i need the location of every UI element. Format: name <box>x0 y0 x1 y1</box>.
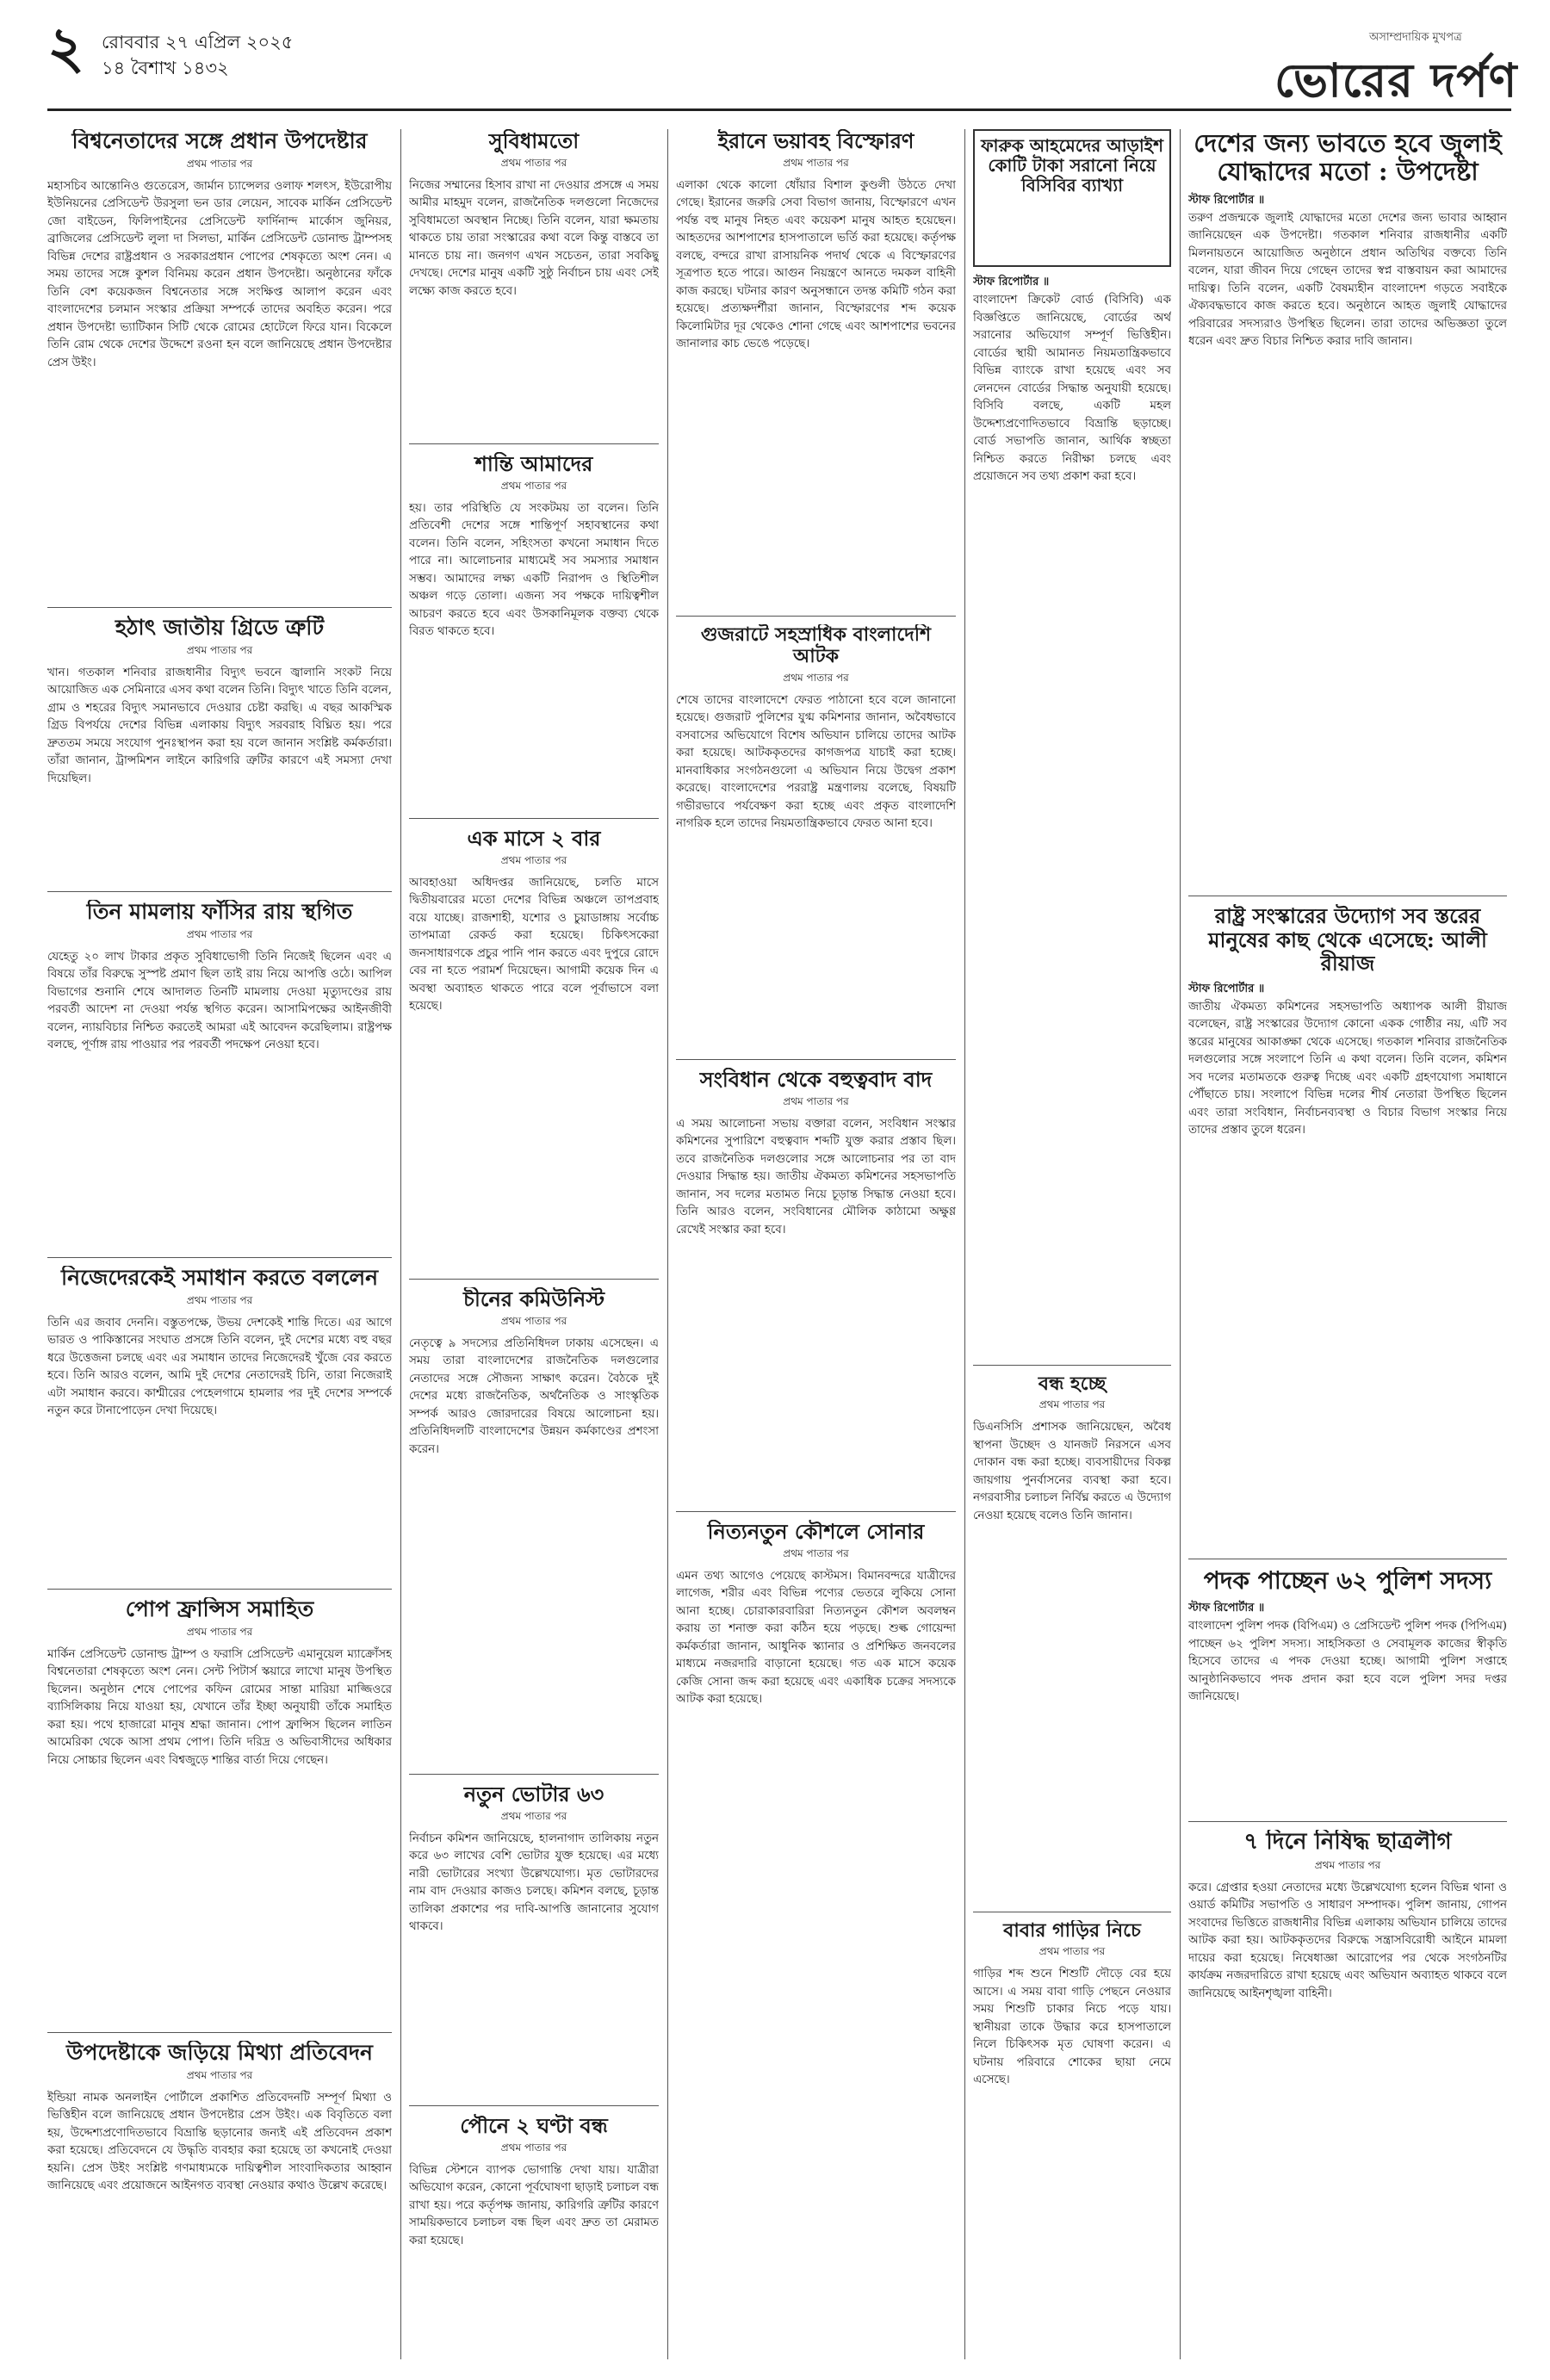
article-body: তরুণ প্রজন্মকে জুলাই যোদ্ধাদের মতো দেশের জন্য ভাবার আহ্বান জানিয়েছেন এক উপদেষ্টা। গতকাল শনিবার রাজধানীর একটি মিলনায়তনে আয়োজিত অনুষ্ঠানে প্রধান অতিথির বক্তব্যে তিনি বলেন, যারা জীবন দিয়ে গেছেন তাদের স্বপ্ন বাস্তবায়ন করা আমাদের দায়িত্ব। তিনি বলেন, একটি বৈষম্যহীন বাংলাদেশ গড়তে সবাইকে ঐক্যবদ্ধভাবে কাজ করতে হবে। অনুষ্ঠানে আহত জুলাই যোদ্ধাদের পরিবারের সদস্যরাও উপস্থিত ছিলেন। তারা তাদের অভিজ্ঞতা তুলে ধরেন এবং দ্রুত বিচার নিশ্চিত করার দাবি জানান। <box>1188 211 1507 349</box>
article-body: গাড়ির শব্দ শুনে শিশুটি দৌড়ে বের হয়ে আসে। এ সময় বাবা গাড়ি পেছনে নেওয়ার সময় শিশুটি চাকার নিচে পড়ে যায়। স্থানীয়রা তাকে উদ্ধার করে হাসপাতালে নিলে চিকিৎসক মৃত ঘোষণা করেন। এ ঘটনায় পরিবারে শোকের ছায়া নেমে এসেছে। <box>973 1968 1171 2087</box>
continued-label: প্রথম পাতার পর <box>500 479 567 492</box>
article-body: এমন তথ্য আগেও পেয়েছে কাস্টমস। বিমানবন্দরে যাত্রীদের লাগেজ, শরীর এবং বিভিন্ন পণ্যের ভেতরে লুকিয়ে সোনা আনা হচ্ছে। চোরাকারবারিরা নিত্যনতুন কৌশল অবলম্বন করায় তা শনাক্ত করা কঠিন হয়ে পড়ছে। শুল্ক গোয়েন্দা কর্মকর্তারা জানান, আধুনিক স্ক্যানার ও প্রশিক্ষিত জনবলের মাধ্যমে নজরদারি বাড়ানো হয়েছে। গত এক মাসে কয়েক কেজি সোনা জব্দ করা হয়েছে এবং একাধিক চক্রের সদস্যকে আটক করা হয়েছে। <box>676 1569 956 1707</box>
continued-label: প্রথম পাতার পর <box>186 2068 253 2081</box>
article-iran <box>676 129 956 611</box>
headline: তিন মামলায় ফাঁসির রায় স্থগিত <box>86 900 353 924</box>
article-father <box>973 1920 1171 2359</box>
headline: উপদেষ্টাকে জড়িয়ে মিথ্যা প্রতিবেদন <box>66 2041 373 2065</box>
continued-label: প্রথম পাতার পর <box>500 1809 567 1822</box>
article-body: ডিএনসিসি প্রশাসক জানিয়েছেন, অবৈধ স্থাপনা উচ্ছেদ ও যানজট নিরসনে এসব দোকান বন্ধ করা হচ্ছে। ব্যবসায়ীদের বিকল্প জায়গায় পুনর্বাসনের ব্যবস্থা করা হবে। নগরবাসীর চলাচল নির্বিঘ্ন করতে এ উদ্যোগ নেওয়া হয়েছে বলেও তিনি জানান। <box>973 1421 1171 1522</box>
continued-label: প্রথম পাতার পর <box>500 156 567 169</box>
article-verdict <box>47 900 392 1253</box>
article-faruque <box>973 274 1171 1359</box>
page-header <box>0 0 1550 110</box>
article-body: বাংলাদেশ পুলিশ পদক (বিপিএম) ও প্রেসিডেন্ট পুলিশ পদক (পিপিএম) পাচ্ছেন ৬২ পুলিশ সদস্য। সাহসিকতা ও সেবামূলক কাজের স্বীকৃতি হিসেবে তাদের এ পদক দেওয়া হচ্ছে। আগামী পুলিশ সপ্তাহে আনুষ্ঠানিকভাবে পদক প্রদান করা হবে বলে পুলিশ সদর দপ্তর জানিয়েছে। <box>1188 1620 1507 1704</box>
article-body: বাংলাদেশ ক্রিকেট বোর্ড (বিসিবি) এক বিজ্ঞপ্তিতে জানিয়েছে, বোর্ডের অর্থ সরানোর অভিযোগ সম্পূর্ণ ভিত্তিহীন। বোর্ডের স্থায়ী আমানত নিয়মতান্ত্রিকভাবে বিভিন্ন ব্যাংকে রাখা হয়েছে এবং সব লেনদেন বোর্ডের সিদ্ধান্ত অনুযায়ী হয়েছে। বিসিবি বলছে, একটি মহল উদ্দেশ্যপ্রণোদিতভাবে বিভ্রান্তি ছড়াচ্ছে। বোর্ড সভাপতি জানান, আর্থিক স্বচ্ছতা নিশ্চিত করতে নিরীক্ষা চলছে এবং প্রয়োজনে সব তথ্য প্রকাশ করা হবে। <box>973 294 1171 483</box>
header-divider <box>47 108 1511 111</box>
article-pope-pm <box>47 129 392 603</box>
article-pope-burial <box>47 1597 392 2028</box>
headline: ইরানে ভয়াবহ বিস্ফোরণ <box>717 129 914 153</box>
headline: শান্তি আমাদের <box>474 452 593 476</box>
continued-label: প্রথম পাতার পর <box>186 157 253 170</box>
article-faruque-headline-box <box>973 129 1171 267</box>
byline: স্টাফ রিপোর্টার ॥ <box>1188 1602 1265 1615</box>
article-solve <box>47 1266 392 1584</box>
byline: স্টাফ রিপোর্টার ॥ <box>1188 982 1265 995</box>
headline: পদক পাচ্ছেন ৬২ পুলিশ সদস্য <box>1203 1567 1492 1595</box>
article-chhatra <box>1188 1830 1507 2359</box>
continued-label: প্রথম পাতার পর <box>1038 1398 1106 1411</box>
gregorian-date: রোববার ২৭ এপ্রিল ২০২৫ <box>102 32 294 53</box>
continued-label: প্রথম পাতার পর <box>500 2141 567 2154</box>
article-constitution <box>676 1068 956 1507</box>
continued-label: প্রথম পাতার পর <box>186 643 253 656</box>
newspaper-logo: ভোরের দর্পণ <box>1274 53 1518 108</box>
headline: এক মাসে ২ বার <box>467 827 601 851</box>
article-body: করে। গ্রেপ্তার হওয়া নেতাদের মধ্যে উল্লেখযোগ্য হলেন বিভিন্ন থানা ও ওয়ার্ড কমিটির সভাপতি ও সাধারণ সম্পাদক। পুলিশ জানায়, গোপন সংবাদের ভিত্তিতে রাজধানীর বিভিন্ন এলাকায় অভিযান চালিয়ে তাদের আটক করা হয়। আটককৃতদের বিরুদ্ধে সন্ত্রাসবিরোধী আইনে মামলা দায়ের করা হয়েছে। নিষেধাজ্ঞা আরোপের পর থেকে সংগঠনটির কার্যক্রম নজরদারিতে রাখা হয়েছে এবং অভিযান অব্যাহত থাকবে বলে জানিয়েছে আইনশৃঙ্খলা বাহিনী। <box>1188 1881 1507 2000</box>
continued-label: প্রথম পাতার পর <box>783 156 849 169</box>
byline: স্টাফ রিপোর্টার ॥ <box>1188 193 1265 207</box>
headline: সুবিধামতো <box>488 129 580 153</box>
article-peace <box>409 452 659 814</box>
continued-label: প্রথম পাতার পর <box>186 927 253 940</box>
headline: রাষ্ট্র সংস্কারের উদ্যোগ সব স্তরের মানুষের কাছ থেকে এসেছে: আলী রীয়াজ <box>1208 904 1487 976</box>
logo-tagline: অসাম্প্রদায়িক মুখপত্র <box>1369 31 1462 44</box>
article-body: নির্বাচন কমিশন জানিয়েছে, হালনাগাদ তালিকায় নতুন করে ৬৩ লাখের বেশি ভোটার যুক্ত হয়েছে। এর মধ্যে নারী ভোটারের সংখ্যা উল্লেখযোগ্য। মৃত ভোটারদের নাম বাদ দেওয়ার কাজও চলছে। কমিশন বলছে, চূড়ান্ত তালিকা প্রকাশের পর দাবি-আপত্তি জানানোর সুযোগ থাকবে। <box>409 1831 659 1934</box>
headline: বিশ্বনেতাদের সঙ্গে প্রধান উপদেষ্টার <box>71 129 368 153</box>
continued-label: প্রথম পাতার পর <box>500 853 567 866</box>
article-body: আবহাওয়া অধিদপ্তর জানিয়েছে, চলতি মাসে দ্বিতীয়বারের মতো দেশের বিভিন্ন অঞ্চলে তাপপ্রবাহ বয়ে যাচ্ছে। রাজশাহী, যশোর ও চুয়াডাঙ্গায় সর্বোচ্চ তাপমাত্রা রেকর্ড করা হয়েছে। চিকিৎসকেরা জনসাধারণকে প্রচুর পানি পান করতে এবং দুপুরে রোদে বের না হতে পরামর্শ দিয়েছেন। আগামী কয়েক দিন এ অবস্থা অব্যাহত থাকতে পারে বলে পূর্বাভাসে বলা হয়েছে। <box>409 876 659 1013</box>
article-body: যেহেতু ২০ লাখ টাকার প্রকৃত সুবিধাভোগী তিনি নিজেই ছিলেন এবং এ বিষয়ে তাঁর বিরুদ্ধে সুস্পষ্ট প্রমাণ ছিল তাই রায় নিয়ে আপত্তি ওঠে। আপিল বিভাগের শুনানি শেষে আদালত তিনটি মামলায় দেওয়া মৃত্যুদণ্ডের রায় পরবর্তী আদেশ না দেওয়া পর্যন্ত স্থগিত করেন। আসামিপক্ষের আইনজীবী বলেন, ন্যায়বিচার নিশ্চিত করতেই আমরা এই আবেদন করেছিলাম। রাষ্ট্রপক্ষ বলছে, পূর্ণাঙ্গ রায় পাওয়ার পর পরবর্তী পদক্ষেপ নেওয়া হবে। <box>47 950 392 1052</box>
headline: নিত্যনতুন কৌশলে সোনার <box>707 1520 925 1544</box>
article-gold <box>676 1520 956 2359</box>
article-shutdown <box>409 2114 659 2359</box>
continued-label: প্রথম পাতার পর <box>186 1625 253 1638</box>
continued-label: প্রথম পাতার পর <box>500 1314 567 1327</box>
continued-label: প্রথম পাতার পর <box>783 671 849 684</box>
article-body: নিজের সম্মানের হিসাব রাখা না দেওয়ার প্রসঙ্গে এ সময় আমীর মাহমুদ বলেন, রাজনৈতিক দলগুলো নিজেদের সুবিধামতো অবস্থান নিচ্ছে। তিনি বলেন, যারা ক্ষমতায় থাকতে চায় তারা সংস্কারের কথা বলে কিন্তু বাস্তবে তা মানতে চায় না। জনগণ এখন সচেতন, তারা সবকিছু দেখছে। দেশের মানুষ একটি সুষ্ঠু নির্বাচন চায় এবং সেই লক্ষ্যে কাজ করতে হবে। <box>409 178 659 298</box>
article-body: এ সময় আলোচনা সভায় বক্তারা বলেন, সংবিধান সংস্কার কমিশনের সুপারিশে বহুত্ববাদ শব্দটি যুক্ত করার প্রস্তাব ছিল। তবে রাজনৈতিক দলগুলোর সঙ্গে আলোচনার পর তা বাদ দেওয়ার সিদ্ধান্ত হয়। জাতীয় ঐকমত্য কমিশনের সহসভাপতি জানান, সব দলের মতামত নিয়ে চূড়ান্ত সিদ্ধান্ত নেওয়া হবে। তিনি আরও বলেন, সংবিধানের মৌলিক কাঠামো অক্ষুণ্ণ রেখেই সংস্কার করা হবে। <box>676 1117 956 1236</box>
headline: গুজরাটে সহস্রাধিক বাংলাদেশি আটক <box>700 624 932 668</box>
continued-label: প্রথম পাতার পর <box>783 1094 849 1107</box>
article-body: মার্কিন প্রেসিডেন্ট ডোনাল্ড ট্রাম্প ও ফরাসি প্রেসিডেন্ট এমানুয়েল ম্যাক্রোঁসহ বিশ্বনেতারা শেষকৃত্যে অংশ নেন। সেন্ট পিটার্স স্কয়ারে লাখো মানুষ উপস্থিত ছিলেন। অনুষ্ঠান শেষে পোপের কফিন রোমের সান্তা মারিয়া মাজ্জিওরে ব্যাসিলিকায় নিয়ে যাওয়া হয়, যেখানে তাঁর ইচ্ছা অনুযায়ী তাঁকে সমাহিত করা হয়। পথে হাজারো মানুষ শ্রদ্ধা জানান। পোপ ফ্রান্সিস ছিলেন লাতিন আমেরিকা থেকে আসা প্রথম পোপ। তিনি দরিদ্র ও অভিবাসীদের অধিকার নিয়ে সোচ্চার ছিলেন এবং বিশ্বজুড়ে শান্তির বার্তা দিয়ে গেছেন। <box>47 1647 392 1767</box>
article-body: শেষে তাদের বাংলাদেশে ফেরত পাঠানো হবে বলে জানানো হয়েছে। গুজরাট পুলিশের যুগ্ম কমিশনার জানান, অবৈধভাবে বসবাসের অভিযোগে বিশেষ অভিযান চালিয়ে তাদের আটক করা হয়েছে। আটককৃতদের কাগজপত্র যাচাই করা হচ্ছে। মানবাধিকার সংগঠনগুলো এ অভিযান নিয়ে উদ্বেগ প্রকাশ করেছে। বাংলাদেশের পররাষ্ট্র মন্ত্রণালয় বলেছে, বিষয়টি গভীরভাবে পর্যবেক্ষণ করা হচ্ছে এবং প্রকৃত বাংলাদেশি নাগরিক হলে তাদের নিয়মতান্ত্রিকভাবে ফেরত আনা হবে। <box>676 693 956 831</box>
article-july <box>1188 129 1507 891</box>
article-opportunist <box>409 129 659 439</box>
article-body: মহাসচিব আন্তোনিও গুতেরেস, জার্মান চ্যান্সেলর ওলাফ শলৎস, ইউরোপীয় ইউনিয়নের প্রেসিডেন্ট উরসুলা ভন ডার লেয়েন, সাবেক মার্কিন প্রেসিডেন্ট জো বাইডেন, ফিলিপাইনের প্রেসিডেন্ট ফার্দিনান্দ মার্কোস জুনিয়র, ব্রাজিলের প্রেসিডেন্ট লুলা দা সিলভা, মার্কিন প্রেসিডেন্ট ডোনাল্ড ট্রাম্পসহ বিভিন্ন দেশের রাষ্ট্রপ্রধান ও সরকারপ্রধান পোপের শেষকৃত্যে অংশ নেন। এ সময় তাদের সঙ্গে কুশল বিনিময় করেন প্রধান উপদেষ্টা। অনুষ্ঠানের ফাঁকে তিনি বেশ কয়েকজন বিশ্বনেতার সঙ্গে সংক্ষিপ্ত আলাপ করেন এবং বাংলাদেশের চলমান সংস্কার প্রক্রিয়া সম্পর্কে তাদের অবহিত করেন। পরে প্রধান উপদেষ্টা ভ্যাটিকান সিটি থেকে রোমের হোটেলে ফিরে যান। বিকেলে তিনি রোম থেকে দেশের উদ্দেশে রওনা হন বলে জানিয়েছে প্রধান উপদেষ্টার প্রেস উইং। <box>47 179 392 369</box>
article-reform <box>1188 904 1507 1554</box>
headline: ৭ দিনে নিষিদ্ধ ছাত্রলীগ <box>1243 1830 1452 1855</box>
article-twice <box>409 827 659 1274</box>
article-grid <box>47 616 392 887</box>
article-voters <box>409 1782 659 2101</box>
continued-label: প্রথম পাতার পর <box>783 1546 849 1559</box>
continued-label: প্রথম পাতার পর <box>1038 1945 1106 1958</box>
headline: দেশের জন্য ভাবতে হবে জুলাই যোদ্ধাদের মতো : উপদেষ্টা <box>1194 129 1502 187</box>
bangla-date: ১৪ বৈশাখ ১৪৩২ <box>102 58 229 78</box>
article-body: জাতীয় ঐকমত্য কমিশনের সহসভাপতি অধ্যাপক আলী রীয়াজ বলেছেন, রাষ্ট্র সংস্কারের উদ্যোগ কোনো একক গোষ্ঠীর নয়, এটি সব স্তরের মানুষের আকাঙ্ক্ষা থেকে এসেছে। গতকাল শনিবার রাজনৈতিক দলগুলোর সঙ্গে সংলাপে তিনি এ কথা বলেন। তিনি বলেন, কমিশন সব দলের মতামতকে গুরুত্ব দিচ্ছে এবং একটি গ্রহণযোগ্য সমাধানে পৌঁছাতে চায়। সংলাপে বিভিন্ন দলের শীর্ষ নেতারা উপস্থিত ছিলেন এবং তারা সংবিধান, নির্বাচনব্যবস্থা ও বিচার বিভাগ সংস্কার নিয়ে তাদের প্রস্তাব তুলে ধরেন। <box>1188 1000 1507 1137</box>
article-false-report <box>47 2041 392 2359</box>
headline: বন্ধ হচ্ছে <box>1038 1373 1107 1395</box>
byline: স্টাফ রিপোর্টার ॥ <box>973 276 1050 288</box>
headline: নতুন ভোটার ৬৩ <box>463 1782 604 1807</box>
article-body: তিনি এর জবাব দেননি। বস্তুতপক্ষে, উভয় দেশকেই শান্তি দিতে। এর আগে ভারত ও পাকিস্তানের সংঘাত প্রসঙ্গে তিনি বলেন, দুই দেশের মধ্যে বহু বছর ধরে উত্তেজনা চলছে এবং এর সমাধান তাদের নিজেদেরই খুঁজে বের করতে হবে। তিনি আরও বলেন, আমি দুই দেশের নেতাদেরই চিনি, তারা নিজেরাই এটা সমাধান করবে। কাশ্মীরের পেহেলগামে হামলার পর দুই দেশের সম্পর্কে নতুন করে টানাপোড়েন দেখা দিয়েছে। <box>47 1316 392 1418</box>
article-medal <box>1188 1567 1507 1817</box>
article-gujarat <box>676 624 956 1055</box>
page-number: ২ <box>47 14 84 81</box>
date-line <box>102 29 293 81</box>
article-body: বিভিন্ন স্টেশনে ব্যাপক ভোগান্তি দেখা যায়। যাত্রীরা অভিযোগ করেন, কোনো পূর্বঘোষণা ছাড়াই চলাচল বন্ধ রাখা হয়। পরে কর্তৃপক্ষ জানায়, কারিগরি ত্রুটির কারণে সাময়িকভাবে চলাচল বন্ধ ছিল এবং দ্রুত তা মেরামত করা হয়েছে। <box>409 2163 659 2247</box>
headline: সংবিধান থেকে বহুত্ববাদ বাদ <box>699 1068 933 1092</box>
headline: নিজেদেরকেই সমাধান করতে বললেন <box>60 1266 379 1290</box>
article-closed <box>973 1373 1171 1907</box>
continued-label: প্রথম পাতার পর <box>186 1293 253 1306</box>
article-body: ইন্ডিয়া নামক অনলাইন পোর্টালে প্রকাশিত প্রতিবেদনটি সম্পূর্ণ মিথ্যা ও ভিত্তিহীন বলে জানিয়েছে প্রধান উপদেষ্টার প্রেস উইং। এক বিবৃতিতে বলা হয়, উদ্দেশ্যপ্রণোদিতভাবে বিভ্রান্তি ছড়ানোর জন্যই এই প্রতিবেদন প্রকাশ করা হয়েছে। প্রতিবেদনে যে উদ্ধৃতি ব্যবহার করা হয়েছে তা কখনোই দেওয়া হয়নি। প্রেস উইং সংশ্লিষ্ট গণমাধ্যমকে দায়িত্বশীল সাংবাদিকতার আহ্বান জানিয়েছে এবং প্রয়োজনে আইনগত ব্যবস্থা নেওয়ার কথাও উল্লেখ করেছে। <box>47 2091 392 2193</box>
headline: চীনের কমিউনিস্ট <box>463 1287 604 1311</box>
article-body: হয়। তার পরিস্থিতি যে সংকটময় তা বলেন। তিনি প্রতিবেশী দেশের সঙ্গে শান্তিপূর্ণ সহাবস্থানের কথা বলেন। তিনি বলেন, সহিংসতা কখনো সমাধান দিতে পারে না। আলোচনার মাধ্যমেই সব সমস্যার সমাধান সম্ভব। আমাদের লক্ষ্য একটি নিরাপদ ও স্থিতিশীল অঞ্চল গড়ে তোলা। এজন্য সব পক্ষকে দায়িত্বশীল আচরণ করতে হবে এবং উসকানিমূলক বক্তব্য থেকে বিরত থাকতে হবে। <box>409 501 659 639</box>
headline: পৌনে ২ ঘণ্টা বন্ধ <box>460 2114 608 2138</box>
article-body: নেতৃত্বে ৯ সদস্যের প্রতিনিধিদল ঢাকায় এসেছেন। এ সময় তারা বাংলাদেশের রাজনৈতিক দলগুলোর নেতাদের সঙ্গে সৌজন্য সাক্ষাৎ করেন। বৈঠকে দুই দেশের মধ্যে রাজনৈতিক, অর্থনৈতিক ও সাংস্কৃতিক সম্পর্ক আরও জোরদারের বিষয়ে আলোচনা হয়। প্রতিনিধিদলটি বাংলাদেশের উন্নয়ন কর্মকাণ্ডের প্রশংসা করেন। <box>409 1336 659 1456</box>
article-body: এলাকা থেকে কালো ধোঁয়ার বিশাল কুণ্ডলী উঠতে দেখা গেছে। ইরানের জরুরি সেবা বিভাগ জানায়, বিস্ফোরণে এখন পর্যন্ত বহু মানুষ নিহত এবং কয়েকশ মানুষ আহত হয়েছেন। আহতদের আশপাশের হাসপাতালে ভর্তি করা হয়েছে। কর্তৃপক্ষ বলছে, বন্দরে রাখা রাসায়নিক পদার্থ থেকে এ বিস্ফোরণের সূত্রপাত হতে পারে। আগুন নিয়ন্ত্রণে আনতে দমকল বাহিনী কাজ করছে। ঘটনার কারণ অনুসন্ধানে তদন্ত কমিটি গঠন করা হয়েছে। প্রত্যক্ষদর্শীরা জানান, বিস্ফোরণের শব্দ কয়েক কিলোমিটার দূর থেকেও শোনা গেছে এবং আশপাশের ভবনের জানালার কাচ ভেঙে পড়েছে। <box>676 178 956 351</box>
headline: পোপ ফ্রান্সিস সমাহিত <box>125 1597 314 1621</box>
article-body: খান। গতকাল শনিবার রাজধানীর বিদ্যুৎ ভবনে জ্বালানি সংকট নিয়ে আয়োজিত এক সেমিনারে এসব কথা বলেন তিনি। বিদ্যুৎ খাতে তিনি বলেন, গ্রাম ও শহরের বিদ্যুৎ সমানভাবে দেওয়ার চেষ্টা করছি। এ বছর আকস্মিক গ্রিড বিপর্যয়ে দেশের বিভিন্ন এলাকায় বিদ্যুৎ সরবরাহ বিঘ্নিত হয়। পরে দ্রুততম সময়ে সংযোগ পুনঃস্থাপন করা হয় বলে জানান সংশ্লিষ্ট কর্মকর্তারা। তাঁরা জানান, ট্রান্সমিশন লাইনে কারিগরি ত্রুটির কারণে এই সমস্যা দেখা দিয়েছিল। <box>47 666 392 785</box>
continued-label: প্রথম পাতার পর <box>1314 1858 1381 1871</box>
headline: হঠাৎ জাতীয় গ্রিডে ত্রুটি <box>115 616 325 640</box>
headline: বাবার গাড়ির নিচে <box>1003 1920 1141 1942</box>
article-china <box>409 1287 659 1770</box>
headline: ফারুক আহমেদের আড়াইশ কোটি টাকা সরানো নিয়ে বিসিবির ব্যাখ্যা <box>981 135 1163 195</box>
